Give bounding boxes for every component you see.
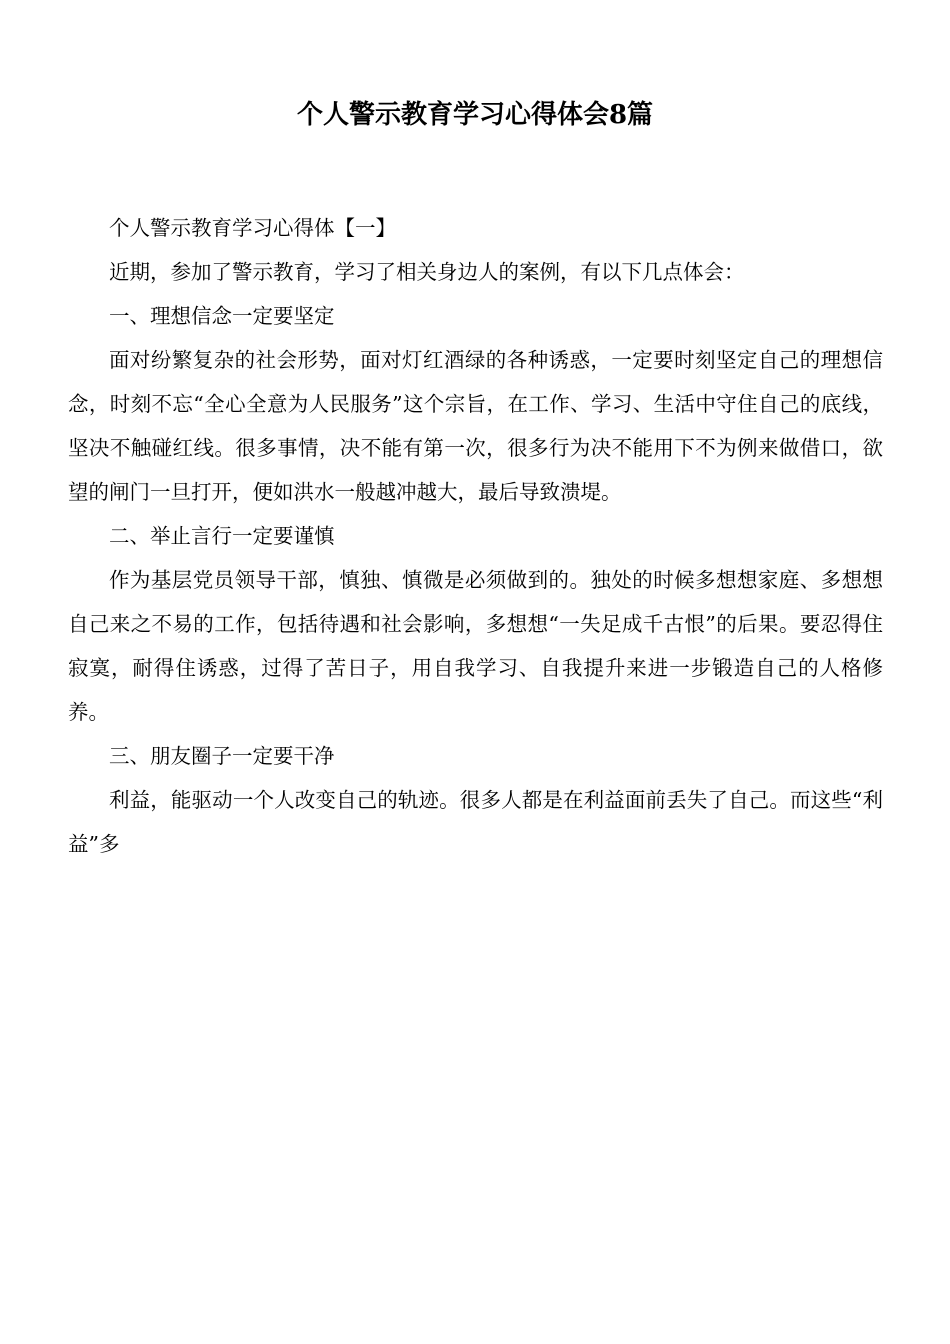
- section-heading: 个人警示教育学习心得体【一】: [109, 216, 396, 240]
- document-title: 个人警示教育学习心得体会8篇: [296, 100, 654, 130]
- point-paragraph-1: 面对纷繁复杂的社会形势，面对灯红酒绿的各种诱惑，一定要时刻坚定自己的理想信念，时刻不忘“全心全意为人民服务”这个宗旨，在工作、学习、生活中守住自己的底线，坚决不触碰红线。很多事情，决不能有第一次，很多行为决不能用下不为例来做借口，欲望的闸门一旦打开，便如洪水一般越冲越大，最后导致溃堤。: [68, 348, 883, 504]
- point-paragraph-3: 利益，能驱动一个人改变自己的轨迹。很多人都是在利益面前丢失了自己。而这些“利益”多: [68, 788, 883, 856]
- point-heading-3: 三、朋友圈子一定要干净: [109, 744, 335, 768]
- point-heading-2: 二、举止言行一定要谨慎: [109, 524, 335, 548]
- document-body: [68, 206, 883, 866]
- point-heading-1: 一、理想信念一定要坚定: [109, 304, 335, 328]
- intro-paragraph: 近期，参加了警示教育，学习了相关身边人的案例，有以下几点体会：: [109, 260, 745, 284]
- point-paragraph-2: 作为基层党员领导干部，慎独、慎微是必须做到的。独处的时候多想想家庭、多想想自己来之不易的工作，包括待遇和社会影响，多想想“一失足成千古恨”的后果。要忍得住寂寞，耐得住诱惑，过得了苦日子，用自我学习、自我提升来进一步锻造自己的人格修养。: [68, 568, 883, 724]
